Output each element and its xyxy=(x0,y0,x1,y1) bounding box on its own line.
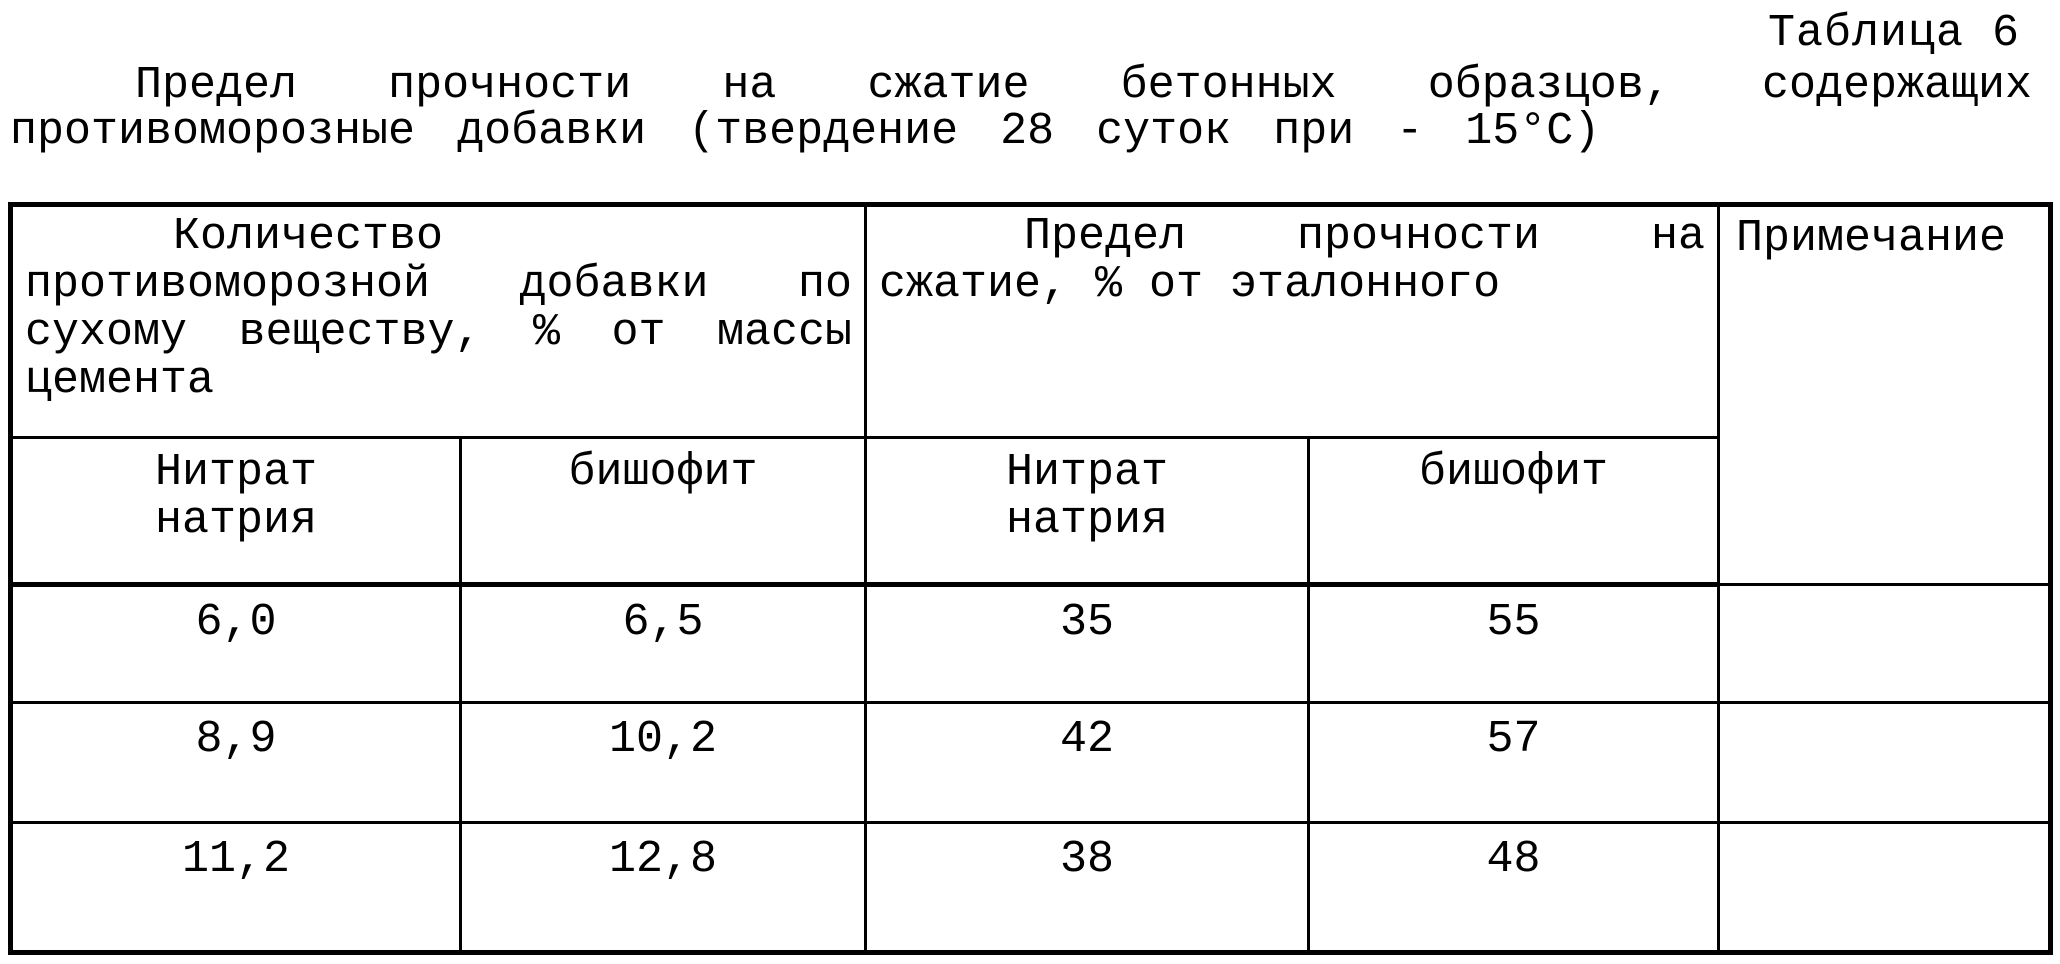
subheader-amount-sodium-nitrate xyxy=(11,438,461,585)
header-compressive-strength xyxy=(866,205,1719,438)
cell-bischofite-amount: 10,2 xyxy=(461,703,866,823)
subheader-strength-bischofite: бишофит xyxy=(1309,438,1719,585)
header-compressive-strength-line1: Предел прочности на xyxy=(1024,211,1705,262)
header-additive-amount xyxy=(11,205,866,438)
cell-nitrate-amount: 6,0 xyxy=(11,585,461,703)
cell-nitrate-amount: 11,2 xyxy=(11,823,461,953)
cell-nitrate-strength: 38 xyxy=(866,823,1309,953)
subheader-amount-sodium-nitrate-line1: Нитрат xyxy=(154,447,318,498)
subheader-strength-sodium-nitrate-line1: Нитрат xyxy=(1005,447,1169,498)
table-row xyxy=(11,823,2051,953)
cell-note xyxy=(1719,823,2051,953)
table-number-label: Таблица 6 xyxy=(1767,8,2020,59)
cell-bischofite-strength: 55 xyxy=(1309,585,1719,703)
header-compressive-strength-line2: сжатие, % от эталонного xyxy=(879,259,1501,310)
cell-nitrate-strength: 35 xyxy=(866,585,1309,703)
header-additive-amount-line4: цемента xyxy=(25,355,215,406)
cell-nitrate-amount: 8,9 xyxy=(11,703,461,823)
cell-bischofite-strength: 57 xyxy=(1309,703,1719,823)
cell-nitrate-strength: 42 xyxy=(866,703,1309,823)
cell-bischofite-amount: 6,5 xyxy=(461,585,866,703)
cell-note xyxy=(1719,703,2051,823)
header-note: Примечание xyxy=(1719,205,2051,585)
table-row xyxy=(11,585,2051,703)
cell-bischofite-strength: 48 xyxy=(1309,823,1719,953)
subheader-amount-bischofite: бишофит xyxy=(461,438,866,585)
table-title-line2: противоморозные добавки (твердение 28 суток при - 15°C) xyxy=(10,106,1601,157)
cell-note xyxy=(1719,585,2051,703)
header-additive-amount-line2: противоморозной добавки по xyxy=(25,259,852,310)
header-additive-amount-line1: Количество xyxy=(173,211,444,262)
table-row xyxy=(11,703,2051,823)
header-additive-amount-line3: сухому веществу, % от массы xyxy=(25,307,852,358)
table-title-line1: Предел прочности на сжатие бетонных образцов, содержащих xyxy=(135,60,2032,111)
table-header-row xyxy=(11,205,2051,438)
data-table xyxy=(8,202,2053,955)
subheader-strength-sodium-nitrate-line2: натрия xyxy=(1005,495,1169,546)
cell-bischofite-amount: 12,8 xyxy=(461,823,866,953)
subheader-amount-sodium-nitrate-line2: натрия xyxy=(154,495,318,546)
subheader-strength-sodium-nitrate xyxy=(866,438,1309,585)
